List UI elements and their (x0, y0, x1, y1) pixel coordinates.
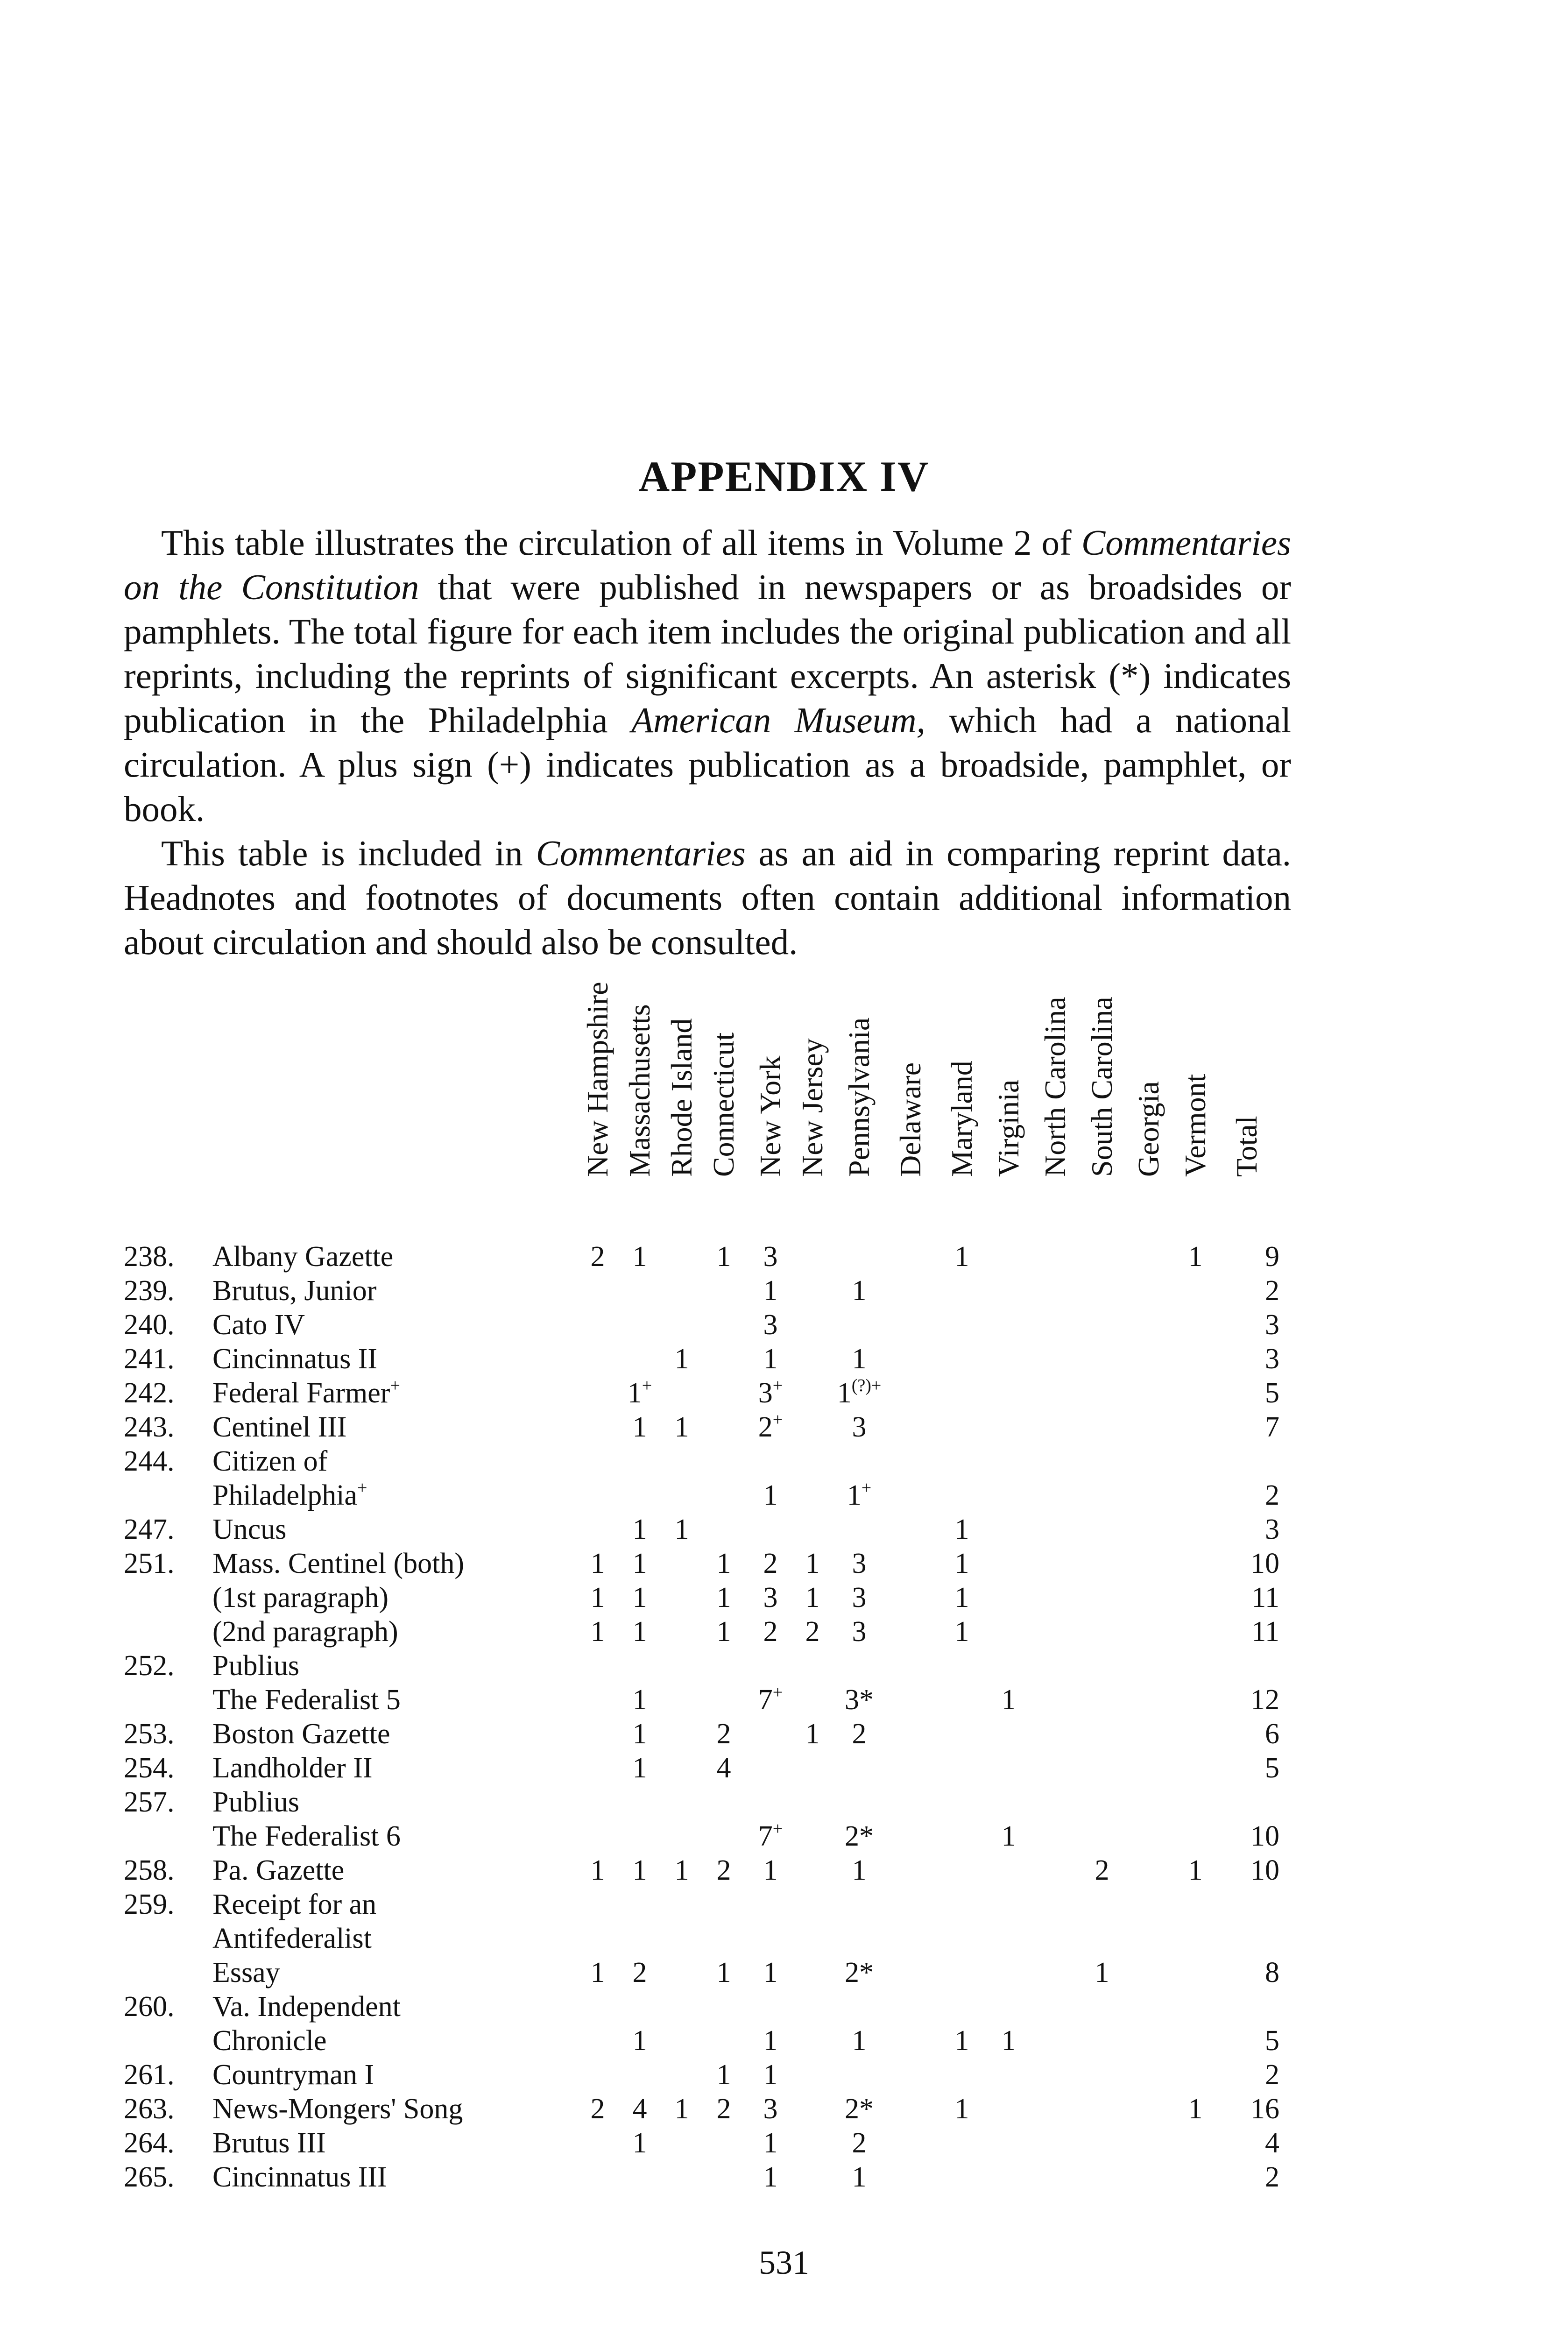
column-header-pa (836, 976, 883, 1210)
item-number: 253. (124, 1718, 175, 1750)
table-row (0, 1615, 1568, 1649)
cell-pa: 3 (852, 1548, 867, 1579)
cell-ri: 1 (674, 1411, 689, 1443)
cell-ma: 1 (632, 1411, 647, 1443)
table-row (0, 1819, 1568, 1854)
table-row (0, 1342, 1568, 1376)
table-row (0, 1479, 1568, 1513)
cell-total: 3 (1265, 1343, 1279, 1375)
cell-ma: 1 (632, 2127, 647, 2159)
column-header-label: Georgia (1132, 1081, 1165, 1177)
cell-ny: 3 (763, 1241, 778, 1273)
cell-pa: 2* (845, 1957, 874, 1988)
intro1-italic-2: American Museum, (631, 700, 925, 740)
reprint-mark: (?)+ (851, 1376, 882, 1395)
cell-ny: 1 (763, 2059, 778, 2091)
cell-nh: 1 (590, 1854, 605, 1886)
cell-ma: 2 (632, 1957, 647, 1988)
intro1-text-1: This table illustrates the circulation of all items in Volume 2 of (161, 523, 1081, 563)
cell-total: 11 (1251, 1582, 1279, 1613)
cell-ny: 3+ (758, 1376, 783, 1409)
item-name: Brutus, Junior (212, 1275, 377, 1307)
item-name: Philadelphia+ (212, 1478, 367, 1511)
cell-ct: 2 (716, 2093, 731, 2125)
column-header-nc (1032, 976, 1079, 1210)
table-row (0, 1444, 1568, 1479)
cell-ny: 3 (763, 1309, 778, 1341)
cell-total: 8 (1265, 1957, 1279, 1988)
item-number: 239. (124, 1275, 175, 1307)
cell-total: 5 (1265, 1377, 1279, 1409)
cell-ri: 1 (674, 1343, 689, 1375)
cell-va: 1 (1001, 1820, 1016, 1852)
item-name: Essay (212, 1957, 280, 1988)
item-name: Receipt for an (212, 1889, 377, 1920)
cell-ct: 4 (716, 1752, 731, 1784)
cell-ny: 1 (763, 1275, 778, 1307)
cell-nh: 1 (590, 1616, 605, 1648)
cell-vt: 1 (1188, 1241, 1203, 1273)
cell-pa: 1(?)+ (837, 1376, 882, 1409)
column-header-label: Delaware (894, 1062, 927, 1177)
column-header-label: Virginia (992, 1079, 1025, 1177)
column-header-sc (1079, 976, 1125, 1210)
cell-total: 16 (1250, 2093, 1279, 2125)
item-number: 251. (124, 1548, 175, 1579)
cell-pa: 3 (852, 1582, 867, 1613)
item-number: 263. (124, 2093, 175, 2125)
cell-ma: 1 (632, 1514, 647, 1545)
cell-nh: 1 (590, 1957, 605, 1988)
item-number: 242. (124, 1377, 175, 1409)
reprint-mark: + (772, 1410, 783, 1429)
cell-pa: 3 (852, 1616, 867, 1648)
cell-pa: 2 (852, 2127, 867, 2159)
cell-ma: 4 (632, 2093, 647, 2125)
table-row (0, 1751, 1568, 1785)
cell-ny: 1 (763, 1343, 778, 1375)
intro2-text-1: This table is included in (161, 833, 536, 873)
cell-ct: 1 (716, 2059, 731, 2091)
item-number: 241. (124, 1343, 175, 1375)
cell-pa: 1+ (847, 1478, 872, 1511)
cell-md: 1 (954, 1514, 969, 1545)
item-name: Pa. Gazette (212, 1854, 345, 1886)
item-name: Uncus (212, 1514, 287, 1545)
table-row (0, 1308, 1568, 1342)
column-header-ga (1125, 976, 1172, 1210)
cell-ny: 7+ (758, 1819, 783, 1852)
column-header-label: New York (754, 1055, 787, 1177)
item-number: 252. (124, 1650, 175, 1682)
item-name: Chronicle (212, 2025, 327, 2057)
item-number: 238. (124, 1241, 175, 1273)
page-number: 531 (759, 2244, 809, 2281)
cell-pa: 1 (852, 1275, 867, 1307)
cell-nh: 1 (590, 1548, 605, 1579)
cell-total: 5 (1265, 1752, 1279, 1784)
item-name: Publius (212, 1786, 300, 1818)
column-header-va (985, 976, 1032, 1210)
item-name: News-Mongers' Song (212, 2093, 463, 2125)
item-name: The Federalist 5 (212, 1684, 401, 1716)
intro-paragraph-2 (124, 831, 1291, 964)
cell-total: 3 (1265, 1514, 1279, 1545)
item-number: 243. (124, 1411, 175, 1443)
column-header-label: North Carolina (1038, 997, 1072, 1177)
intro1-text-2: that were published in newspapers or as broadsides or pamphlets. The total figure for each item includes the original publication and all reprints, including the reprints of significant excerpts. An asterisk (*) indicates publication in the Philadelphia (124, 567, 1291, 740)
cell-total: 2 (1265, 2161, 1279, 2193)
reprint-mark: + (772, 1376, 783, 1395)
item-name: Mass. Centinel (both) (212, 1548, 464, 1579)
cell-ct: 2 (716, 1854, 731, 1886)
cell-total: 10 (1250, 1548, 1279, 1579)
reprint-mark: + (772, 1683, 783, 1702)
cell-nj: 1 (805, 1582, 820, 1613)
cell-vt: 1 (1188, 2093, 1203, 2125)
cell-ma: 1 (632, 2025, 647, 2057)
cell-sc: 1 (1095, 1957, 1109, 1988)
cell-pa: 3 (852, 1411, 867, 1443)
column-header-ny (747, 976, 794, 1210)
cell-sc: 2 (1095, 1854, 1109, 1886)
table-row (0, 1888, 1568, 1922)
item-number: 258. (124, 1854, 175, 1886)
item-name: Centinel III (212, 1411, 347, 1443)
table-row (0, 2160, 1568, 2194)
column-header-md (939, 976, 985, 1210)
column-header-de (887, 976, 934, 1210)
item-name: Cato IV (212, 1309, 305, 1341)
item-number: 244. (124, 1445, 175, 1477)
cell-ma: 1+ (627, 1376, 652, 1409)
cell-total: 9 (1265, 1241, 1279, 1273)
cell-total: 7 (1265, 1411, 1279, 1443)
item-number: 257. (124, 1786, 175, 1818)
cell-ma: 1 (632, 1241, 647, 1273)
cell-pa: 1 (852, 1854, 867, 1886)
table-row (0, 1274, 1568, 1308)
intro1-text-3: which had a national circulation. A plus sign (+) indicates publication as a broadside, pamphlet, or book. (124, 700, 1292, 829)
table-row (0, 1240, 1568, 1274)
intro-paragraph-1 (124, 521, 1291, 831)
cell-total: 12 (1250, 1684, 1279, 1716)
cell-ny: 3 (763, 1582, 778, 1613)
item-name: Cincinnatus II (212, 1343, 377, 1375)
reprint-mark: + (357, 1478, 367, 1498)
cell-nh: 1 (590, 1582, 605, 1613)
cell-pa: 1 (852, 2025, 867, 2057)
reprint-mark: + (772, 1819, 783, 1839)
cell-ma: 1 (632, 1582, 647, 1613)
cell-ma: 1 (632, 1684, 647, 1716)
table-row (0, 1649, 1568, 1683)
cell-total: 10 (1250, 1854, 1279, 1886)
cell-total: 10 (1250, 1820, 1279, 1852)
cell-total: 6 (1265, 1718, 1279, 1750)
cell-ny: 1 (763, 2161, 778, 2193)
cell-ny: 1 (763, 2127, 778, 2159)
column-header-label: Total (1230, 1116, 1263, 1177)
cell-nj: 2 (805, 1616, 820, 1648)
item-name: Va. Independent (212, 1991, 401, 2023)
cell-ny: 2+ (758, 1410, 783, 1443)
cell-md: 1 (954, 2025, 969, 2057)
cell-ma: 1 (632, 1616, 647, 1648)
cell-ma: 1 (632, 1548, 647, 1579)
reprint-mark: + (390, 1376, 400, 1395)
table-row (0, 2092, 1568, 2126)
cell-nh: 2 (590, 2093, 605, 2125)
item-name: Albany Gazette (212, 1241, 394, 1273)
cell-total: 2 (1265, 2059, 1279, 2091)
table-row (0, 1922, 1568, 1956)
item-name: Citizen of (212, 1445, 328, 1477)
reprint-mark: + (861, 1478, 872, 1498)
column-header-label: Connecticut (707, 1032, 740, 1177)
cell-ny: 7+ (758, 1683, 783, 1716)
cell-pa: 2 (852, 1718, 867, 1750)
table-row (0, 1683, 1568, 1717)
item-name: Publius (212, 1650, 300, 1682)
cell-total: 2 (1265, 1275, 1279, 1307)
column-header-label: South Carolina (1085, 997, 1118, 1177)
intro2-text-2: as an aid in comparing reprint data. Headnotes and footnotes of documents often contain additional information about circulation and should also be consulted. (124, 833, 1292, 962)
column-header-ma (616, 976, 663, 1210)
column-header-label: Vermont (1179, 1074, 1212, 1177)
cell-ma: 1 (632, 1752, 647, 1784)
cell-ct: 1 (716, 1616, 731, 1648)
cell-md: 1 (954, 2093, 969, 2125)
table-row (0, 2024, 1568, 2058)
item-number: 259. (124, 1889, 175, 1920)
column-header-label: New Hampshire (581, 982, 614, 1177)
column-header-label: Pennsylvania (842, 1017, 876, 1177)
reprint-mark: + (642, 1376, 652, 1395)
cell-pa: 1 (852, 2161, 867, 2193)
cell-total: 5 (1265, 2025, 1279, 2057)
cell-total: 4 (1265, 2127, 1279, 2159)
item-name: Cincinnatus III (212, 2161, 387, 2193)
column-header-total (1223, 976, 1270, 1210)
cell-va: 1 (1001, 1684, 1016, 1716)
column-header-label: New Jersey (796, 1038, 829, 1177)
table-row (0, 1547, 1568, 1581)
cell-total: 11 (1251, 1616, 1279, 1648)
table-row (0, 1410, 1568, 1444)
table-row (0, 2058, 1568, 2092)
table-row (0, 1990, 1568, 2024)
cell-nj: 1 (805, 1548, 820, 1579)
item-number: 247. (124, 1514, 175, 1545)
cell-ct: 2 (716, 1718, 731, 1750)
item-name: Brutus III (212, 2127, 326, 2159)
column-header-ct (700, 976, 747, 1210)
cell-ny: 2 (763, 1616, 778, 1648)
item-name: Antifederalist (212, 1923, 372, 1954)
cell-ri: 1 (674, 1854, 689, 1886)
cell-nh: 2 (590, 1241, 605, 1273)
cell-total: 3 (1265, 1309, 1279, 1341)
cell-ny: 3 (763, 2093, 778, 2125)
cell-md: 1 (954, 1616, 969, 1648)
item-name: Federal Farmer+ (212, 1376, 400, 1409)
cell-nj: 1 (805, 1718, 820, 1750)
table-row (0, 1854, 1568, 1888)
intro2-italic-1: Commentaries (536, 833, 746, 873)
item-number: 254. (124, 1752, 175, 1784)
table-row (0, 1956, 1568, 1990)
item-number: 240. (124, 1309, 175, 1341)
column-header-nj (789, 976, 836, 1210)
cell-pa: 2* (845, 1820, 874, 1852)
table-row (0, 1785, 1568, 1819)
item-name: Countryman I (212, 2059, 374, 2091)
cell-ny: 2 (763, 1548, 778, 1579)
item-name: Boston Gazette (212, 1718, 390, 1750)
item-number: 261. (124, 2059, 175, 2091)
column-header-label: Maryland (945, 1061, 978, 1177)
item-name: (1st paragraph) (212, 1582, 388, 1613)
cell-ny: 1 (763, 2025, 778, 2057)
column-header-label: Rhode Island (665, 1018, 698, 1177)
cell-ma: 1 (632, 1854, 647, 1886)
cell-ri: 1 (674, 1514, 689, 1545)
column-header-nh (574, 976, 621, 1210)
table-row (0, 2126, 1568, 2160)
item-name: Landholder II (212, 1752, 373, 1784)
table-row (0, 1717, 1568, 1751)
table-row (0, 1376, 1568, 1410)
cell-pa: 3* (845, 1684, 874, 1716)
cell-md: 1 (954, 1548, 969, 1579)
page-title: APPENDIX IV (638, 453, 930, 500)
cell-pa: 2* (845, 2093, 874, 2125)
cell-ny: 1 (763, 1479, 778, 1511)
cell-ct: 1 (716, 1548, 731, 1579)
item-name: The Federalist 6 (212, 1820, 401, 1852)
table-row (0, 1513, 1568, 1547)
cell-va: 1 (1001, 2025, 1016, 2057)
item-number: 264. (124, 2127, 175, 2159)
cell-ny: 1 (763, 1854, 778, 1886)
item-number: 265. (124, 2161, 175, 2193)
cell-ct: 1 (716, 1582, 731, 1613)
table-row (0, 1581, 1568, 1615)
cell-vt: 1 (1188, 1854, 1203, 1886)
column-header-ri (658, 976, 705, 1210)
column-header-label: Massachusetts (623, 1004, 656, 1177)
cell-pa: 1 (852, 1343, 867, 1375)
cell-ri: 1 (674, 2093, 689, 2125)
cell-total: 2 (1265, 1479, 1279, 1511)
item-name: (2nd paragraph) (212, 1616, 398, 1648)
cell-md: 1 (954, 1241, 969, 1273)
cell-ma: 1 (632, 1718, 647, 1750)
column-header-vt (1172, 976, 1219, 1210)
cell-ct: 1 (716, 1241, 731, 1273)
intro1-italic-1: Commentaries on the Constitution (124, 523, 1291, 607)
cell-md: 1 (954, 1582, 969, 1613)
cell-ny: 1 (763, 1957, 778, 1988)
item-number: 260. (124, 1991, 175, 2023)
cell-ct: 1 (716, 1957, 731, 1988)
